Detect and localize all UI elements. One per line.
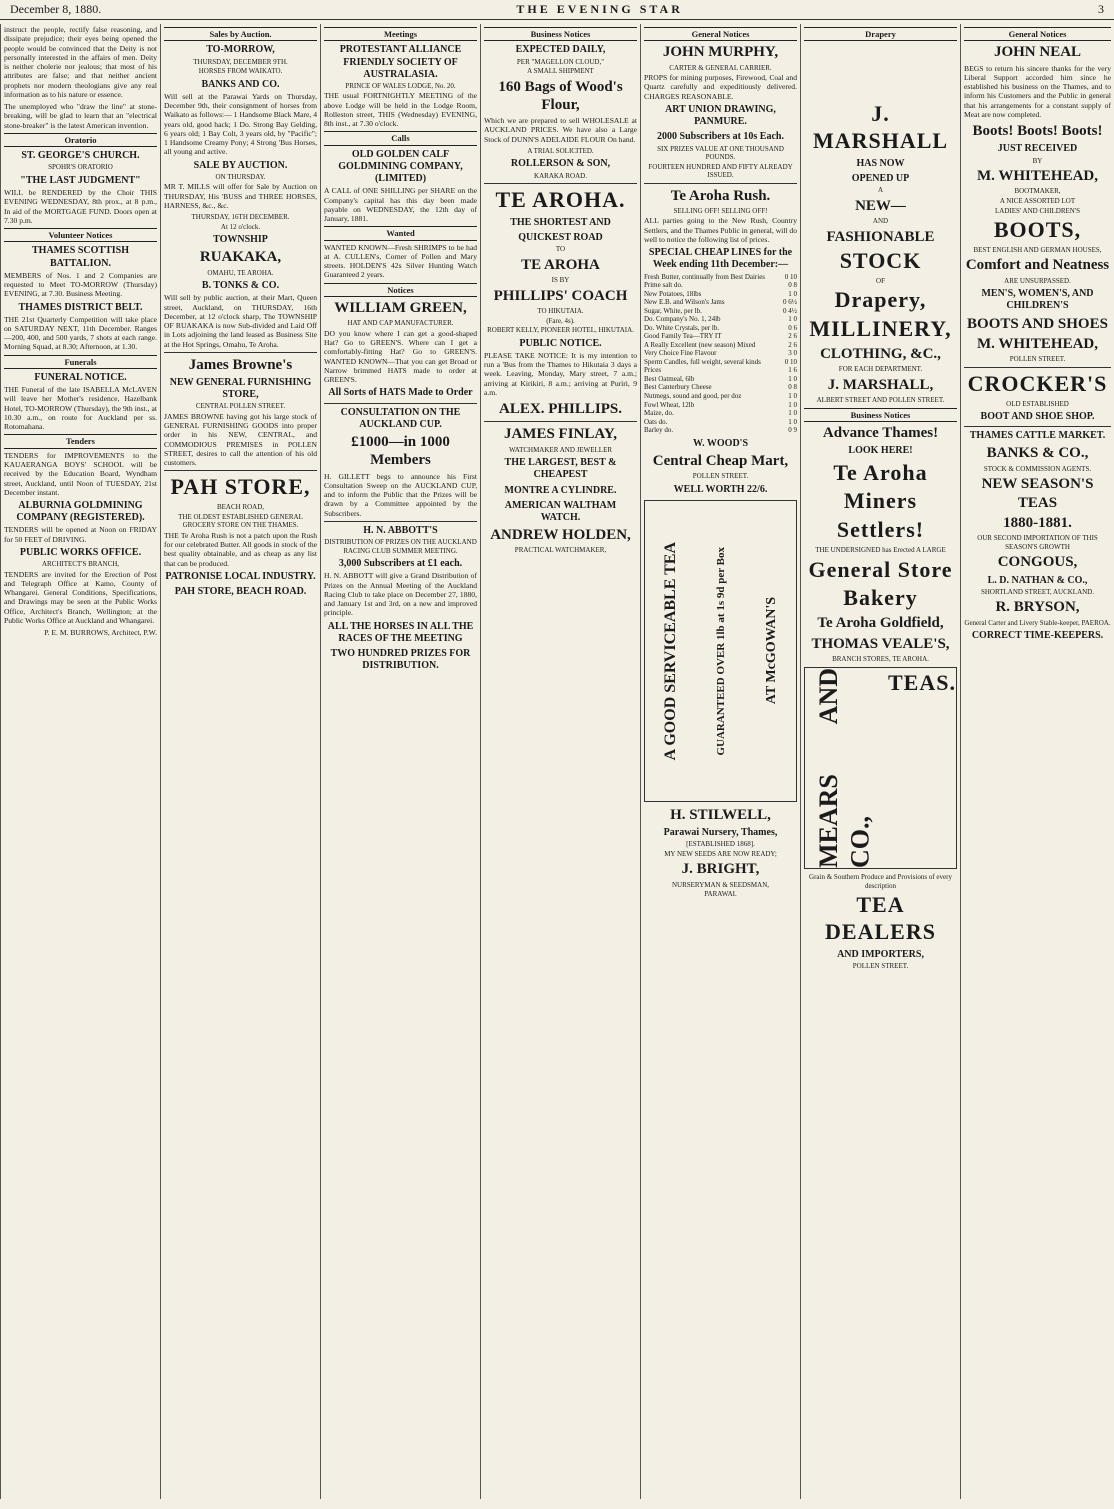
price-value: 0 10 (784, 272, 797, 281)
ad-text: H. GILLETT begs to announce his First Consultation Sweep on the AUCKLAND CUP, and to inform the Public that the Prizes will be drawn by a Committee appointed by the Subscribers. (324, 471, 477, 518)
ad-title: BOOTS AND SHOES (967, 315, 1108, 332)
price-value: 1 0 (788, 374, 797, 383)
price-value: 1 6 (788, 366, 797, 375)
price-list (644, 273, 797, 435)
ad-title: FASHIONABLE (826, 228, 935, 245)
ad-title: JOHN MURPHY, (662, 44, 779, 61)
ad-title: THE SHORTEST AND (510, 217, 611, 229)
ad-subtitle: OF (876, 276, 885, 285)
ad-subtitle: THE OLDEST ESTABLISHED GENERAL GROCERY STORE ON THE THAMES. (178, 512, 303, 530)
price-value: 0 8 (788, 281, 797, 290)
ad-title: OLD GOLDEN CALF GOLDMINING COMPANY, (LIMITED) (338, 148, 463, 185)
price-item: Good Family Tea—TRY IT (644, 332, 722, 341)
ad-subtitle: Grain & Southern Produce and Provisions of every description (809, 873, 952, 890)
column-4 (480, 24, 640, 1499)
column-7 (960, 24, 1114, 1499)
ad-text: WANTED KNOWN—Fresh SHRIMPS to be had at A. CULLEN's, Corner of Pollen and Mary streets. HOLDEN'S 42s Silver Hunting Watch Guaranteed 2 years. (324, 242, 477, 280)
ad-subtitle: (Fare, 4s). (546, 316, 575, 325)
ad-title: OPENED UP (851, 173, 910, 185)
newspaper-title: THE EVENING STAR (516, 2, 683, 16)
ad-title: Advance Thames! (822, 425, 939, 442)
ad-title: Te Aroha Rush. (670, 187, 771, 204)
ad-title: ST. GEORGE'S CHURCH. (21, 150, 140, 162)
price-item: New E.B. and Wilson's Jams (644, 298, 725, 307)
divider (484, 183, 637, 184)
ad-title: MEN'S, WOMEN'S, AND CHILDREN'S (981, 288, 1094, 312)
ad-title: SALE BY AUCTION. (193, 159, 288, 171)
ad-subtitle: ARE UNSURPASSED. (1004, 276, 1071, 285)
ad-subtitle: STOCK & COMMISSION AGENTS. (983, 464, 1092, 473)
ad-subtitle: BOOTMAKER, (1014, 187, 1061, 196)
section-header: Business Notices (484, 27, 637, 41)
ad-title: BOOTS, (993, 217, 1082, 243)
ad-title: Parawai Nursery, Thames, (663, 827, 778, 839)
ad-subtitle: POLLEN STREET. (692, 472, 749, 481)
price-value: 0 4½ (783, 306, 797, 315)
ad-subtitle: HORSES FROM WAIKATO. (198, 67, 283, 76)
price-item: Sperm Candles, full weight, several kinds (644, 357, 761, 366)
section-header: Business Notices (804, 408, 957, 422)
ad-title: Boots! Boots! Boots! (972, 123, 1103, 140)
ad-title: H. N. ABBOTT'S (363, 524, 438, 536)
ad-subtitle: OMAHU, TE AROHA. (207, 268, 274, 277)
ad-title: JUST RECEIVED (997, 143, 1078, 155)
ad-subtitle: WATCHMAKER AND JEWELLER (508, 445, 613, 454)
ad-subtitle: ROBERT KELLY, PIONEER HOTEL, HIKUTAIA. (487, 326, 634, 335)
ad-subtitle: THURSDAY, 16TH DECEMBER. (191, 213, 290, 222)
ad-title: £1000—in 1000 Members (351, 433, 450, 469)
column-6 (800, 24, 960, 1499)
ad-subtitle: [ESTABLISHED 1868]. (686, 840, 755, 849)
ad-subtitle: BEST ENGLISH AND GERMAN HOUSES, (973, 245, 1102, 254)
ad-text: BEGS to return his sincere thanks for the very Liberal Support accorded him since he established his business on the Thames, and to inform his Customers and the Public in general that his arrangements for a constant supply of Meat are now completed. (964, 63, 1111, 119)
price-value: 0 10 (784, 357, 797, 366)
price-row (644, 298, 797, 307)
price-row (644, 358, 797, 367)
ad-subtitle: A (877, 186, 884, 195)
price-row (644, 418, 797, 427)
ad-subtitle: SPOHR'S ORATORIO (48, 163, 113, 172)
price-item: Fresh Butter, continually from Best Dairies (644, 272, 766, 281)
ad-text: THE usual FORTNIGHTLY MEETING of the above Lodge will be held in the Lodge Room, Rolleston street, THIS (Wednesday) EVENING, 8th inst., at 7.30 o'clock. (324, 91, 477, 129)
ad-title: ANDREW HOLDEN, (490, 527, 631, 544)
vertical-text: MEARS AND CO., (814, 668, 875, 869)
ad-title: PUBLIC WORKS OFFICE. (19, 546, 142, 558)
ad-subtitle: OUR SECOND IMPORTATION OF THIS SEASON'S GROWTH (977, 534, 1098, 551)
ad-title: NEW— (855, 197, 906, 214)
section-header: Drapery (804, 27, 957, 41)
tea-advert-vertical (644, 500, 797, 802)
price-value: 0 6½ (783, 298, 797, 307)
price-value: 2 6 (788, 340, 797, 349)
section-header: Wanted (324, 226, 477, 240)
vertical-text: AT McGOWAN'S (764, 597, 780, 705)
ad-title: "THE LAST JUDGMENT" (20, 174, 141, 186)
ad-subtitle: DISTRIBUTION OF PRIZES ON THE AUCKLAND RACING CLUB SUMMER MEETING. (324, 538, 477, 555)
ad-subtitle: IS BY (551, 276, 570, 285)
ad-title: Miners (843, 488, 918, 514)
ad-subtitle: ALBERT STREET AND POLLEN STREET. (816, 396, 945, 405)
ad-title: Central Cheap Mart, (652, 452, 789, 469)
ad-title: TE AROHA. (495, 187, 626, 213)
price-row (644, 315, 797, 324)
ad-title: M. WHITEHEAD, (977, 168, 1098, 185)
ad-title: PROTESTANT ALLIANCE FRIENDLY SOCIETY OF AUSTRALASIA. (339, 44, 462, 80)
price-item: Very Choice Fine Flavour (644, 349, 717, 358)
ad-subtitle: POLLEN STREET. (1009, 355, 1066, 364)
ad-text: MR T. MILLS will offer for Sale by Auction on THURSDAY, His 'BUSS and THREE HORSES, HARNESS, &c., &c. (164, 182, 317, 210)
ad-text: WILL be RENDERED by the Choir THIS EVENING WEDNESDAY, 8th prox., at 8 p.m., In aid of the MORTGAGE FUND. Doors open at 7.30 p.m. (4, 188, 157, 225)
ad-title: WILLIAM GREEN, (334, 300, 467, 317)
ad-title: STOCK (839, 248, 922, 274)
ad-title: Comfort and Neatness (965, 257, 1110, 274)
ad-title: TEA DEALERS (825, 892, 936, 945)
ad-title: PATRONISE LOCAL INDUSTRY. (165, 570, 316, 582)
divider (644, 183, 797, 184)
ad-title: CORRECT TIME-KEEPERS. (971, 630, 1104, 642)
ad-text: TENDERS will be opened at Noon on FRIDAY for 50 FEET of DRIVING. (4, 525, 157, 544)
price-item: Do. Company's No. 1, 24lb (644, 315, 721, 324)
issue-date: December 8, 1880. (10, 2, 102, 16)
ad-text: JAMES BROWNE having got his large stock of GENERAL FURNISHING GOODS into proper order in his NEW, CENTRAL, and COMMODIOUS PREMISES in POLLEN STREET, desires to call the attention of his old customers. (164, 411, 317, 468)
ad-subtitle: General Carter and Livery Stable-keeper, PAEROA. (964, 618, 1111, 627)
price-row (644, 332, 797, 341)
ad-title: J. BRIGHT, (681, 861, 760, 878)
ad-title: J. MARSHALL (812, 101, 949, 154)
ad-subtitle: PARAWAI. (704, 890, 737, 899)
ad-text: MEMBERS of Nos. 1 and 2 Companies are requested to Meet TO-MORROW (Thursday) EVENING, at 7.30. Business Meeting. (4, 270, 157, 299)
ad-title: J. MARSHALL, (827, 376, 934, 393)
ad-title: TE AROHA (521, 256, 600, 273)
ad-text: TENDERS are invited for the Erection of Post and Telegraph Office at Kamo, County of Whangarei. General Conditions, Specifications, and Drawings may be seen at the Public Works Office, Architect's Branch, Wellington; at the Public Works Office at Auckland and Whangarei. (4, 569, 157, 625)
price-row (644, 401, 797, 410)
price-item: Sugar, White, per lb. (644, 306, 702, 315)
price-value: 1 0 (788, 400, 797, 409)
price-row (644, 307, 797, 316)
ad-subtitle: BEACH ROAD, (216, 503, 265, 512)
ad-subtitle: A TRIAL SOLICITED. (527, 146, 594, 155)
ad-title: BANKS & CO., (986, 445, 1089, 462)
ad-subtitle: AND (872, 217, 889, 226)
divider (324, 403, 477, 404)
price-row (644, 273, 797, 282)
column-1 (0, 24, 160, 1499)
price-item: Do. White Crystals, per lb. (644, 323, 720, 332)
ad-title: B. TONKS & CO. (201, 280, 280, 292)
ad-text: Will sell at the Parawai Yards on Thursday, December 9th, their consignment of horses from Waikato as follows:— 1 Handsome Black Mare, 4 years old, good hack; 1 Do. Strong Bay Gelding, 6 years old; 1 Bay Colt, 3 years old, by "Pacific"; 1 Handsome Creamy Pony; 4 Strong 'Bus Horses, all young and active. (164, 91, 317, 157)
section-header: Tenders (4, 434, 157, 448)
ad-title: AND IMPORTERS, (837, 949, 924, 961)
ad-title: PUBLIC NOTICE. (519, 337, 602, 349)
ad-title: Bakery (843, 585, 918, 611)
price-item: A Really Excellent (new season) Mixed (644, 340, 756, 349)
price-row (644, 281, 797, 290)
ad-title: Drapery, (834, 287, 927, 313)
ad-title: L. D. NATHAN & CO., (987, 574, 1088, 586)
ad-title: James Browne's (188, 356, 293, 373)
ad-title: AMERICAN WALTHAM WATCH. (504, 499, 617, 523)
ad-title: PHILLIPS' COACH (493, 287, 628, 304)
article-text: instruct the people, rectify false reasoning, and dissipate prejudice; their eyes being opened the people would be convinced that the Deity is not personally interested in the affairs of men. Deity is neither cholerie nor jealous; that most of his attributes are false; and that neither ancient prophets nor modern theologians give any real information as to his nature or essence. (4, 25, 157, 99)
ad-title: CONGOUS, (997, 554, 1078, 571)
price-row (644, 349, 797, 358)
ad-subtitle: SELLING OFF! SELLING OFF! (673, 206, 768, 215)
price-item: Prices (644, 366, 662, 375)
ad-subtitle: ON THURSDAY. (215, 172, 266, 181)
price-row (644, 366, 797, 375)
ad-title: LOOK HERE! (848, 445, 913, 457)
price-item: Nutmegs, sound and good, per doz (644, 392, 742, 401)
price-item: New Potatoes, 18lbs (644, 289, 702, 298)
section-header: Funerals (4, 355, 157, 369)
ad-title: TOWNSHIP (213, 234, 268, 246)
ad-text: THE 21st Quarterly Competition will take place on SATURDAY NEXT, 11th December. Ranges—200, 400, and 500 yards, 7 shots at each range. Morning Squad, at 8.30; Afternoon, at 1.30. (4, 314, 157, 352)
ad-text: THE Te Aroha Rush is not a patch upon the Rush for our celebrated Butter. All goods in stock of the best quality obtainable, and as cheap as any list that can be produced. (164, 530, 317, 568)
price-item: Best Oatmeal, 6lb (644, 374, 695, 383)
ad-title: ALEX. PHILLIPS. (499, 401, 622, 418)
ad-title: NEW GENERAL FURNISHING STORE, (169, 377, 312, 401)
column-2 (160, 24, 320, 1499)
price-row (644, 290, 797, 299)
column-3 (320, 24, 480, 1499)
ad-title: NEW SEASON'S TEAS (981, 476, 1094, 511)
ad-title: M. WHITEHEAD, (977, 335, 1098, 352)
ad-title: ALBURNIA GOLDMINING COMPANY (REGISTERED). (16, 500, 145, 524)
ad-subtitle: CARTER & GENERAL CARRIER. (669, 63, 772, 72)
ad-subtitle: BY (1032, 156, 1043, 165)
vertical-text: GUARANTEED OVER 1lb at 1s 9d per Box (715, 546, 727, 756)
section-header: Volunteer Notices (4, 228, 157, 242)
ad-subtitle: A SMALL SHIPMENT (527, 67, 594, 76)
ad-subtitle: FOURTEEN HUNDRED AND FIFTY ALREADY ISSUED. (648, 162, 793, 180)
ad-title: THAMES SCOTTISH BATTALION. (32, 245, 129, 269)
price-row (644, 324, 797, 333)
price-row (644, 409, 797, 418)
ad-subtitle: POLLEN STREET. (852, 962, 909, 971)
price-row (644, 375, 797, 384)
ad-title: QUICKEST ROAD (518, 232, 603, 244)
ad-text: ALL parties going to the New Rush, Country Settlers, and the Thames Public in general, will do well to notice the following list of prices. (644, 216, 797, 244)
ad-subtitle: A NICE ASSORTED LOT (999, 197, 1076, 205)
ad-subtitle: CENTRAL POLLEN STREET. (195, 402, 286, 411)
ad-title: BOOT AND SHOE SHOP. (980, 411, 1095, 423)
ad-subtitle: FOR EACH DEPARTMENT. (838, 365, 923, 374)
price-value: 1 0 (788, 417, 797, 426)
ad-text: A CALL of ONE SHILLING per SHARE on the Company's capital has this day been made payable on WEDNESDAY, the 12th day of January, 1881. (324, 186, 477, 224)
ad-text: Which we are prepared to sell WHOLESALE at AUCKLAND PRICES. We have also a Large Stock of DUNN'S ADELAIDE FLOUR On hand. (484, 116, 637, 144)
ad-text: H. N. ABBOTT will give a Grand Distribution of Prizes on the Annual Meeting of the Auckland Racing Club to take place on December 27, 1880, and January 1st and 3rd, on a new and improved principle. (324, 571, 477, 618)
ad-title: MILLINERY, (809, 316, 952, 342)
ad-title: R. BRYSON, (995, 599, 1080, 616)
ad-title: CLOTHING, &C., (820, 346, 941, 363)
column-5 (640, 24, 800, 1499)
price-item: Barley do. (644, 426, 674, 435)
price-item: Maize, do. (644, 409, 674, 418)
ad-subtitle: MY NEW SEEDS ARE NOW READY; (664, 849, 777, 858)
ad-title: SPECIAL CHEAP LINES for the Week ending 11th December:— (648, 247, 793, 271)
section-header: Calls (324, 131, 477, 145)
ad-text: PLEASE TAKE NOTICE: It is my intention to run a 'Bus from the Thames to Hikutaia 3 days a week. Leaving, Monday, Mary street, 7 a.m.; arriving at Kirikiri, 8 a.m.; arriving at Puriri, 9 a.m. (484, 350, 637, 397)
divider (164, 352, 317, 353)
ad-subtitle: LADIES' AND CHILDREN'S (995, 206, 1080, 215)
ad-title: WELL WORTH 22/6. (673, 483, 768, 495)
ad-text: PROPS for mining purposes, Firewood, Coal and Quartz carefully and expeditiously delivered. CHARGES REASONABLE. (644, 73, 797, 101)
ad-title: 3,000 Subscribers at £1 each. (338, 558, 463, 570)
section-header: Meetings (324, 27, 477, 41)
divider (964, 367, 1111, 368)
divider (324, 521, 477, 522)
ad-subtitle: ARCHITECT'S BRANCH, (41, 560, 120, 569)
ad-text: TENDERS for IMPROVEMENTS to the KAUAERANGA BOYS' SCHOOL will be received by the Education Board, Wyndham street, Auckland, until Noon of TUESDAY, 21st December instant. (4, 450, 157, 497)
ad-title: THAMES DISTRICT BELT. (18, 301, 143, 313)
ad-title: FUNERAL NOTICE. (34, 372, 127, 384)
price-item: Fowl Wheat, 12lb (644, 400, 695, 409)
ad-title: ROLLERSON & SON, (510, 158, 611, 170)
ad-text: THE Funeral of the late ISABELLA McLAVEN will leave her Mother's residence, Hazelbank Hotel, TO-MORROW (Thursday), the 9th inst., at 10.30 a.m., on route for Auckland per ss. Rotomahana. (4, 385, 157, 432)
ad-title: HAS NOW (856, 158, 905, 170)
ad-title: JAMES FINLAY, (503, 426, 618, 443)
mears-advert-vertical (804, 667, 957, 869)
ad-subtitle: OLD ESTABLISHED (1006, 399, 1069, 408)
ad-title: TWO HUNDRED PRIZES FOR DISTRIBUTION. (330, 647, 471, 672)
ad-subtitle: NURSERYMAN & SEEDSMAN, (671, 880, 770, 889)
ad-title: CONSULTATION ON THE AUCKLAND CUP. (340, 406, 461, 430)
ad-title: General Store (808, 556, 953, 582)
price-value: 0 6 (788, 323, 797, 332)
ad-subtitle: THE UNDERSIGNED has Erected A LARGE (815, 546, 946, 555)
ad-title: CROCKER'S (967, 370, 1108, 396)
ad-subtitle: BRANCH STORES, TE AROHA. (832, 654, 929, 663)
ad-title: Settlers! (836, 517, 925, 543)
price-row (644, 426, 797, 435)
ad-subtitle: HAT AND CAP MANUFACTURER. (347, 319, 454, 328)
vertical-text: A GOOD SERVICEABLE TEA (661, 541, 679, 761)
ad-title: ALL THE HORSES IN ALL THE RACES OF THE MEETING (327, 620, 474, 644)
ad-subtitle: SHORTLAND STREET, AUCKLAND. (980, 587, 1094, 596)
ad-title: W. WOOD'S (692, 437, 749, 449)
section-header: Oratorio (4, 133, 157, 147)
ad-subtitle: PRINCE OF WALES LODGE, No. 20. (345, 81, 456, 90)
price-value: 1 0 (788, 289, 797, 298)
ad-title: THE LARGEST, BEST & CHEAPEST (504, 457, 617, 481)
ad-title: PAH STORE, (170, 474, 311, 500)
section-header: Notices (324, 283, 477, 297)
ad-title: 1880-1881. (1003, 514, 1072, 531)
ad-title: EXPECTED DAILY, (515, 44, 606, 56)
price-item: Prime salt do. (644, 281, 683, 290)
price-row (644, 392, 797, 401)
section-header: General Notices (644, 27, 797, 41)
ad-title: ART UNION DRAWING, PANMURE. (665, 103, 776, 128)
ad-title: TEAS. (888, 670, 956, 696)
ad-title: 160 Bags of Wood's Flour, (498, 78, 623, 113)
ad-title: PAH STORE, BEACH ROAD. (174, 586, 307, 598)
ad-title: 2000 Subscribers at 10s Each. (657, 131, 784, 143)
ad-subtitle: TO (555, 245, 566, 254)
article-text: The unemployed who "draw the line" at stone-breaking, will be glad to learn that an "electrical stone-breaker" is the latest American invention. (4, 102, 157, 130)
price-value: 1 0 (788, 315, 797, 324)
ad-title: H. STILWELL, (670, 806, 771, 823)
price-value: 0 9 (788, 426, 797, 435)
ad-title: Te Aroha Goldfield, (817, 615, 944, 632)
ad-title: BANKS AND CO. (201, 78, 280, 90)
price-value: 1 0 (788, 392, 797, 401)
ad-text: DO you know where I can get a good-shaped Hat? Go to GREEN'S. Where can I get a comfortably-fitting Hat? Go to GREEN'S. WANTED KNOWN—That you can get Broad or Narrow brimmed HATS made to order at GREEN'S. (324, 328, 477, 385)
ad-title: THOMAS VEALE'S, (811, 635, 950, 652)
price-value: 0 8 (788, 383, 797, 392)
price-row (644, 383, 797, 392)
ad-subtitle: PRACTICAL WATCHMAKER, (514, 546, 607, 555)
ad-subtitle: TO HIKUTAIA. (537, 307, 584, 316)
ad-subtitle: THURSDAY, DECEMBER 9TH. (193, 57, 288, 66)
ad-text: Will sell by public auction, at their Mart, Queen street, Auckland, on THURSDAY, 16th December, at 12 o'clock sharp, The TOWNSHIP OF RUAKAKA is now Sub-divided and Laid Off in Lots adjoining the land leased as Business Site at the Hot Springs, Omahu, Te Aroha. (164, 293, 317, 349)
section-header: Sales by Auction. (164, 27, 317, 41)
divider (964, 426, 1111, 427)
ad-title: MONTRE A CYLINDRE. (504, 484, 617, 496)
page-number: 3 (1097, 2, 1104, 16)
ad-title: Te Aroha (833, 459, 928, 485)
section-header: General Notices (964, 27, 1111, 41)
masthead (0, 0, 1114, 20)
ad-subtitle: At 12 o'clock. (220, 222, 261, 231)
price-value: 2 6 (788, 332, 797, 341)
divider (164, 470, 317, 471)
signature: P. E. M. BURROWS, Architect, P.W. (44, 628, 157, 638)
ad-subtitle: KARAKA ROAD. (534, 171, 587, 180)
price-item: Best Canterbury Cheese (644, 383, 712, 392)
ad-title: All Sorts of HATS Made to Order (328, 387, 473, 399)
divider (484, 421, 637, 422)
ad-title: JOHN NEAL (993, 44, 1082, 61)
price-item: Oats do. (644, 417, 668, 426)
price-row (644, 341, 797, 350)
ad-title: RUAKAKA, (199, 249, 282, 266)
ad-title: THAMES CATTLE MARKET. (969, 430, 1106, 442)
price-value: 3 0 (788, 349, 797, 358)
ad-subtitle: PER "MAGELLON CLOUD," (516, 57, 605, 66)
ad-title: TO-MORROW, (206, 44, 275, 56)
ad-subtitle: SIX PRIZES VALUE AT ONE THOUSAND POUNDS. (657, 144, 784, 162)
price-value: 1 0 (788, 409, 797, 418)
